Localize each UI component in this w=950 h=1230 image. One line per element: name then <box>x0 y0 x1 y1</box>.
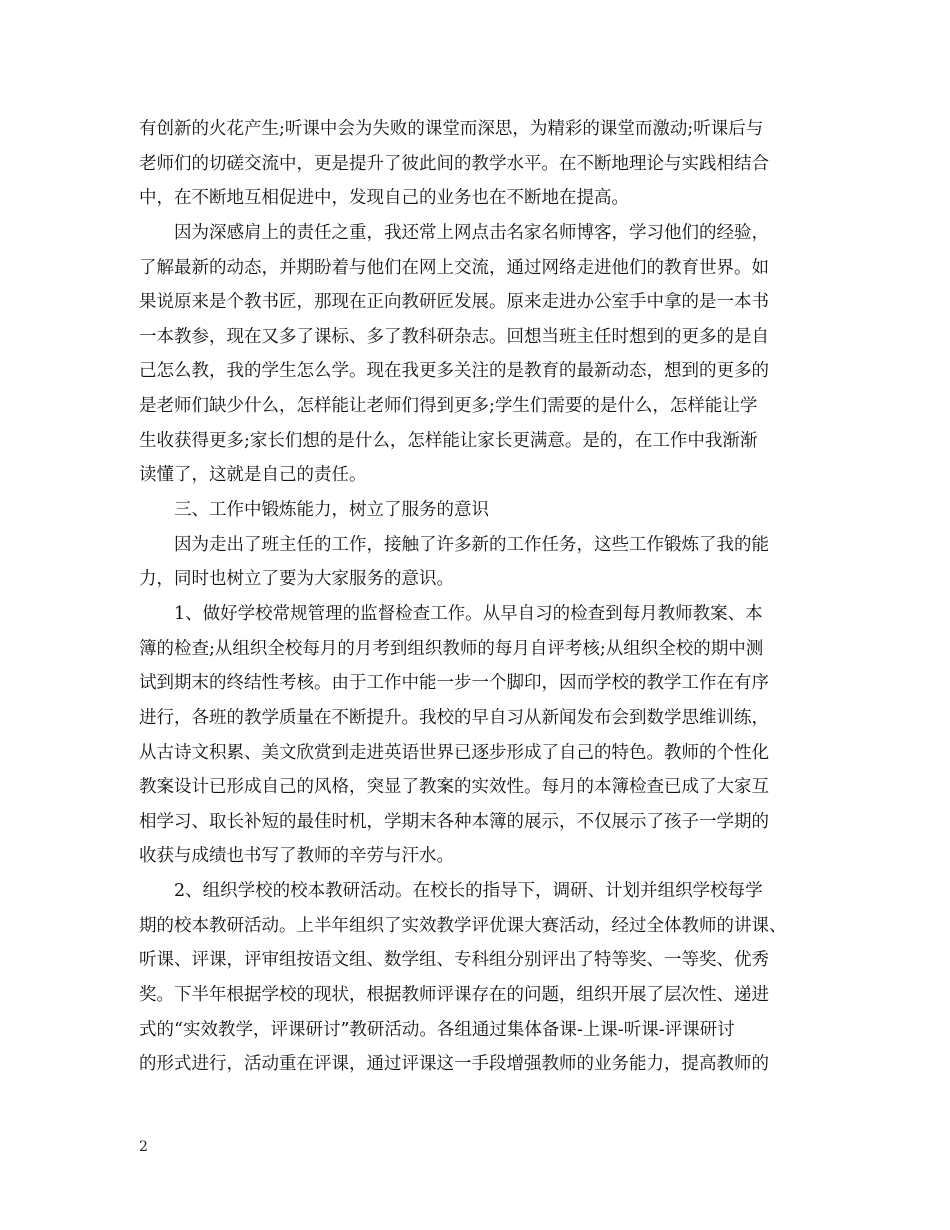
paragraph-first-line: 因为走出了班主任的工作，接触了许多新的工作任务，这些工作锻炼了我的能 <box>174 534 769 555</box>
page-number: 2 <box>139 1139 148 1155</box>
text-line: 中，在不断地互相促进中，发现自己的业务也在不断地在提高。 <box>139 188 629 209</box>
text-line: 果说原来是个教书匠，那现在正向教研匠发展。原来走进办公室手中拿的是一本书 <box>139 292 769 313</box>
paragraph-first-line: 1、做好学校常规管理的监督检查工作。从早自习的检查到每月教师教案、本 <box>174 603 763 624</box>
text-line: 有创新的火花产生;听课中会为失败的课堂而深思，为精彩的课堂而激动;听课后与 <box>139 119 764 139</box>
text-line: 己怎么教，我的学生怎么学。现在我更多关注的是教育的最新动态，想到的更多的 <box>139 361 769 382</box>
text-line: 奖。下半年根据学校的现状，根据教师评课存在的问题，组织开展了层次性、递进 <box>139 985 769 1006</box>
text-line: 从古诗文积累、美文欣赏到走进英语世界已逐步形成了自己的特色。教师的个性化 <box>139 742 769 763</box>
text-line: 读懂了，这就是自己的责任。 <box>139 465 367 486</box>
text-line: 的形式进行，活动重在评课，通过评课这一手段增强教师的业务能力，提高教师的 <box>139 1054 769 1075</box>
text-line: 听课、评课，评审组按语文组、数学组、专科组分别评出了特等奖、一等奖、优秀 <box>139 950 769 971</box>
text-line: 进行，各班的教学质量在不断提升。我校的早自习从新闻发布会到数学思维训练， <box>139 707 769 728</box>
text-line: 老师们的切磋交流中，更是提升了彼此间的教学水平。在不断地理论与实践相结合 <box>139 153 769 174</box>
text-line: 力，同时也树立了要为大家服务的意识。 <box>139 569 454 590</box>
text-line: 教案设计已形成自己的风格，突显了教案的实效性。每月的本簿检查已成了大家互 <box>139 777 769 798</box>
text-line: 生收获得更多;家长们想的是什么，怎样能让家长更满意。是的，在工作中我渐渐 <box>139 430 758 451</box>
body-text <box>139 112 819 1082</box>
paragraph-first-line: 因为深感肩上的责任之重，我还常上网点击名家名师博客，学习他们的经验， <box>174 222 769 243</box>
text-line: 期的校本教研活动。上半年组织了实效教学评优课大赛活动，经过全体教师的讲课、 <box>139 915 787 936</box>
text-line: 式的“实效教学，评课研讨”教研活动。各组通过集体备课-上课-听课-评课研讨 <box>139 1019 735 1040</box>
text-line: 相学习、取长补短的最佳时机，学期末各种本簿的展示，不仅展示了孩子一学期的 <box>139 811 769 832</box>
text-line: 收获与成绩也书写了教师的辛劳与汗水。 <box>139 846 454 867</box>
text-line: 簿的检查;从组织全校每月的月考到组织教师的每月自评考核;从组织全校的期中测 <box>139 638 764 659</box>
text-line: 了解最新的动态，并期盼着与他们在网上交流，通过网络走进他们的教育世界。如 <box>139 257 769 278</box>
text-line: 一本教参，现在又多了课标、多了教科研杂志。回想当班主任时想到的更多的是自 <box>139 326 769 347</box>
text-line: 是老师们缺少什么，怎样能让老师们得到更多;学生们需要的是什么，怎样能让学 <box>139 396 758 417</box>
paragraph-first-line: 2、组织学校的校本教研活动。在校长的指导下，调研、计划并组织学校每学 <box>174 881 763 902</box>
section-heading: 三、工作中锻炼能力，树立了服务的意识 <box>174 500 489 521</box>
text-line: 试到期末的终结性考核。由于工作中能一步一个脚印，因而学校的教学工作在有序 <box>139 673 769 694</box>
